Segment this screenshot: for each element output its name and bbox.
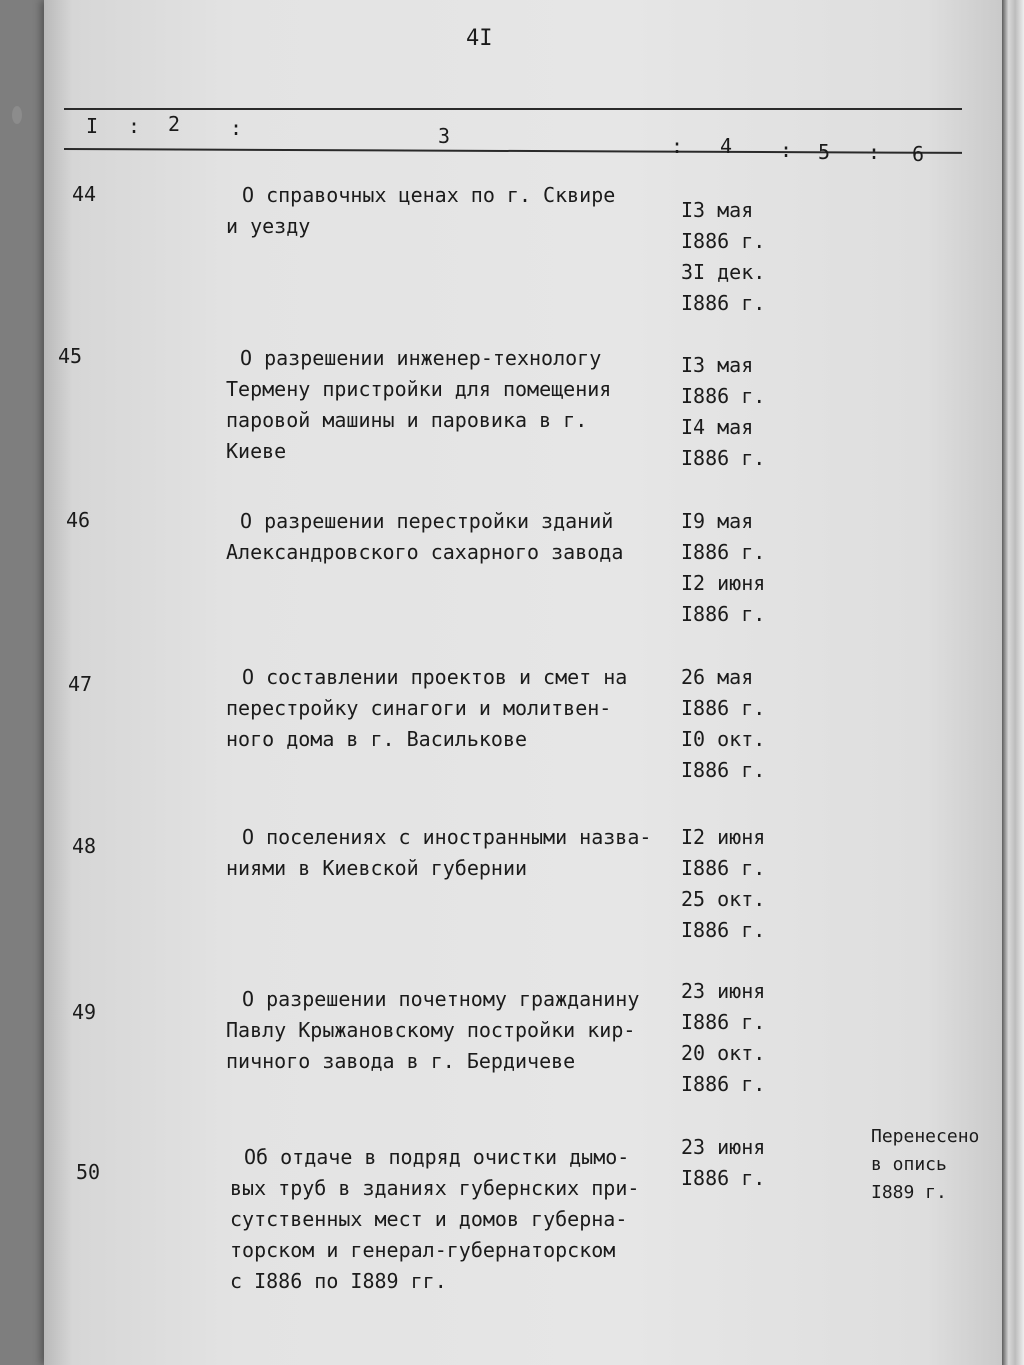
note-line: I889 г. bbox=[871, 1182, 947, 1203]
entry-dates bbox=[681, 195, 765, 319]
header-separator: : bbox=[780, 138, 793, 162]
header-col-1: I bbox=[86, 114, 99, 138]
entry-title bbox=[230, 1142, 639, 1297]
note-line: Перенесено bbox=[871, 1126, 980, 1147]
date-line: I886 г. bbox=[681, 384, 766, 408]
date-line: I886 г. bbox=[681, 229, 766, 253]
entry-title bbox=[226, 984, 639, 1077]
entry-dates bbox=[681, 350, 765, 474]
entry-number: 50 bbox=[76, 1160, 101, 1184]
title-line: О поселениях с иностранными назва- bbox=[242, 825, 652, 849]
date-line: I886 г. bbox=[681, 291, 766, 315]
title-line: с I886 по I889 гг. bbox=[230, 1269, 447, 1293]
header-top-rule bbox=[64, 108, 962, 110]
title-line: О составлении проектов и смет на bbox=[242, 665, 628, 689]
date-line: I886 г. bbox=[681, 602, 766, 626]
date-line: I886 г. bbox=[681, 540, 766, 564]
date-line: I886 г. bbox=[681, 446, 766, 470]
entry-dates bbox=[681, 1132, 765, 1194]
page-stack-edge bbox=[1002, 0, 1024, 1365]
title-line: сутственных мест и домов губерна- bbox=[230, 1207, 628, 1231]
page-number: 4I bbox=[466, 26, 493, 51]
title-line: О разрешении перестройки зданий bbox=[240, 509, 614, 533]
title-line: перестройку синагоги и молитвен- bbox=[226, 696, 612, 720]
entry-title bbox=[226, 662, 627, 755]
entry-title bbox=[226, 343, 611, 467]
date-line: 25 окт. bbox=[681, 887, 766, 911]
entry-dates bbox=[681, 822, 765, 946]
header-col-2: 2 bbox=[168, 112, 181, 136]
date-line: I886 г. bbox=[681, 1072, 766, 1096]
date-line: I0 окт. bbox=[681, 727, 766, 751]
title-line: ного дома в г. Василькове bbox=[226, 727, 528, 751]
date-line: I886 г. bbox=[681, 758, 766, 782]
header-separator: : bbox=[868, 140, 881, 164]
title-line: паровой машины и паровика в г. bbox=[226, 408, 588, 432]
date-line: I3 мая bbox=[681, 198, 754, 222]
date-line: I886 г. bbox=[681, 696, 766, 720]
title-line: торском и генерал-губернаторском bbox=[230, 1238, 616, 1262]
date-line: 23 июня bbox=[681, 1135, 766, 1159]
date-line: I2 июня bbox=[681, 825, 766, 849]
entry-number: 49 bbox=[72, 1000, 97, 1024]
title-line: О разрешении почетному гражданину bbox=[242, 987, 640, 1011]
entry-number: 44 bbox=[72, 182, 97, 206]
header-col-3: 3 bbox=[438, 124, 451, 148]
entry-dates bbox=[681, 976, 765, 1100]
date-line: I886 г. bbox=[681, 856, 766, 880]
header-separator: : bbox=[671, 134, 684, 158]
date-line: I886 г. bbox=[681, 918, 766, 942]
entry-title bbox=[226, 506, 623, 568]
date-line: I4 мая bbox=[681, 415, 754, 439]
title-line: вых труб в зданиях губернских при- bbox=[230, 1176, 640, 1200]
header-separator: : bbox=[128, 114, 141, 138]
entry-note bbox=[871, 1123, 979, 1207]
header-col-5: 5 bbox=[818, 140, 831, 164]
title-line: Об отдаче в подряд очистки дымо- bbox=[244, 1145, 630, 1169]
title-line: Термену пристройки для помещения bbox=[226, 377, 612, 401]
title-line: О разрешении инженер-технологу bbox=[240, 346, 602, 370]
date-line: 20 окт. bbox=[681, 1041, 766, 1065]
binding-hole bbox=[12, 106, 22, 124]
date-line: I3 мая bbox=[681, 353, 754, 377]
title-line: и уезду bbox=[226, 214, 311, 238]
date-line: I2 июня bbox=[681, 571, 766, 595]
entry-title bbox=[226, 822, 651, 884]
title-line: Киеве bbox=[226, 439, 287, 463]
header-col-4: 4 bbox=[720, 134, 733, 158]
date-line: 23 июня bbox=[681, 979, 766, 1003]
date-line: I886 г. bbox=[681, 1010, 766, 1034]
entry-title bbox=[226, 180, 615, 242]
entry-number: 48 bbox=[72, 834, 97, 858]
date-line: I9 мая bbox=[681, 509, 754, 533]
title-line: О справочных ценах по г. Сквире bbox=[242, 183, 616, 207]
title-line: ниями в Киевской губернии bbox=[226, 856, 528, 880]
title-line: Александровского сахарного завода bbox=[226, 540, 624, 564]
title-line: Павлу Крыжановскому постройки кир- bbox=[226, 1018, 636, 1042]
header-col-6: 6 bbox=[912, 142, 925, 166]
entry-number: 45 bbox=[58, 344, 83, 368]
entry-number: 46 bbox=[66, 508, 91, 532]
date-line: 3I дек. bbox=[681, 260, 766, 284]
header-separator: : bbox=[230, 116, 243, 140]
entry-dates bbox=[681, 662, 765, 786]
note-line: в опись bbox=[871, 1154, 947, 1175]
date-line: I886 г. bbox=[681, 1166, 766, 1190]
title-line: пичного завода в г. Бердичеве bbox=[226, 1049, 576, 1073]
entry-dates bbox=[681, 506, 765, 630]
entry-number: 47 bbox=[68, 672, 93, 696]
date-line: 26 мая bbox=[681, 665, 754, 689]
